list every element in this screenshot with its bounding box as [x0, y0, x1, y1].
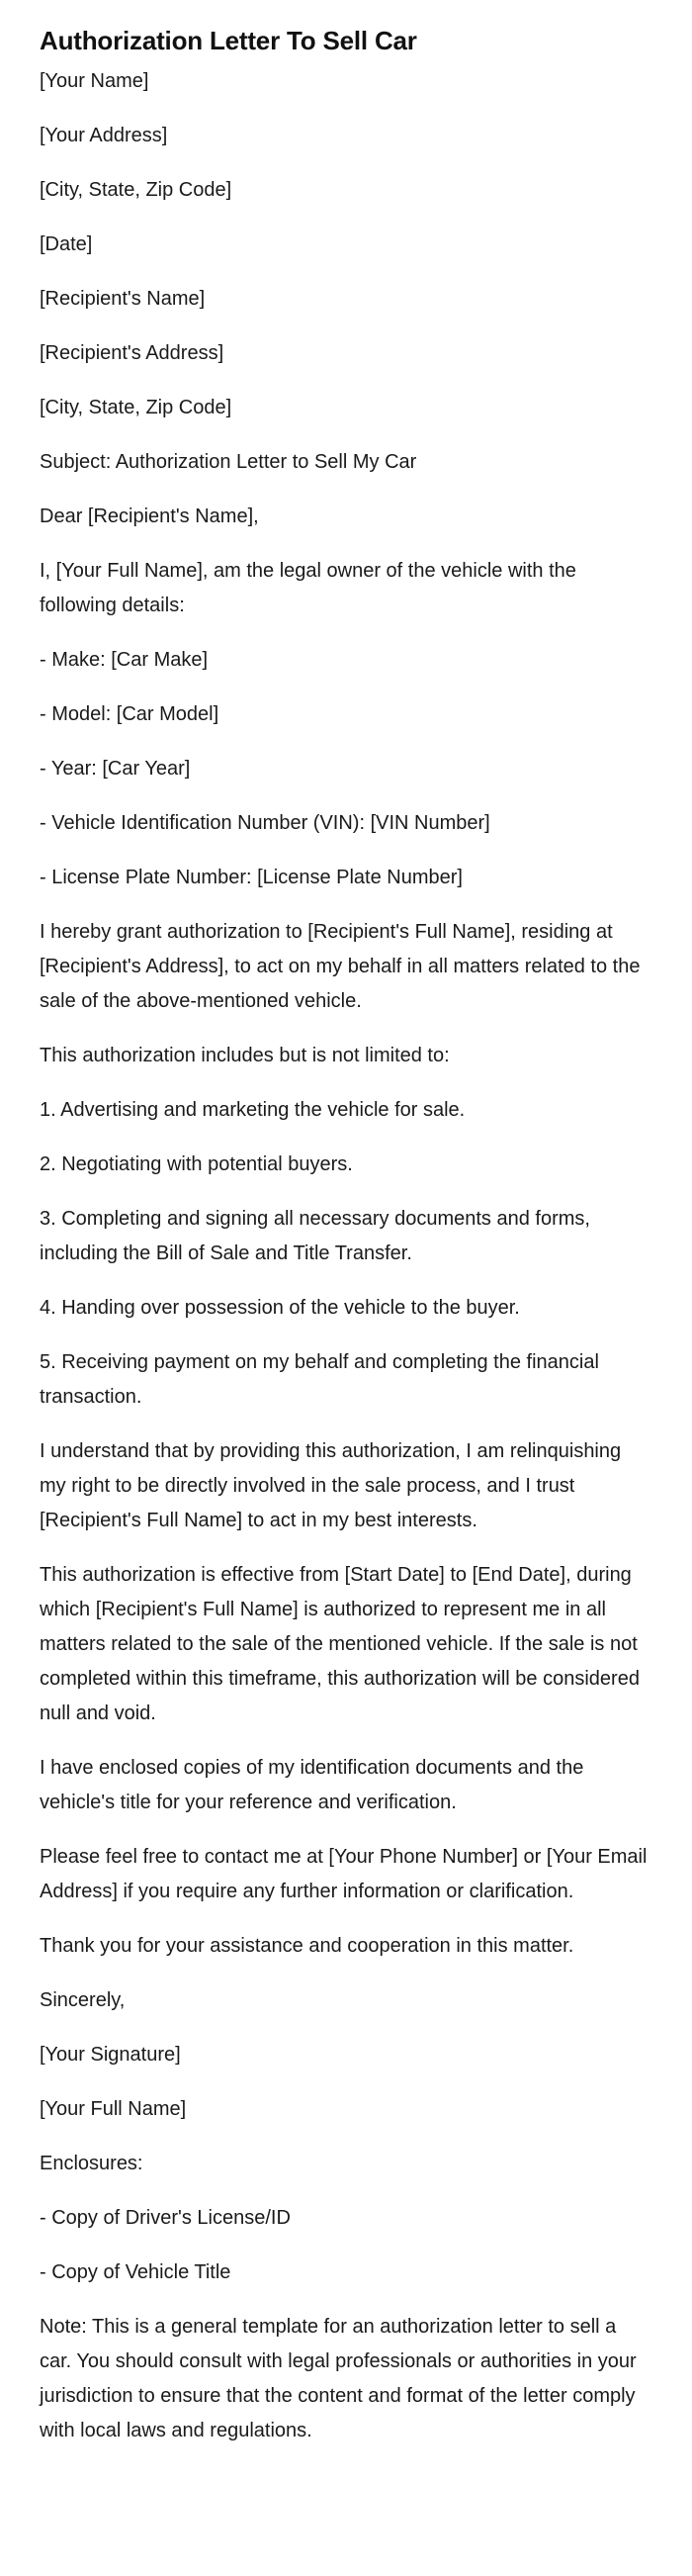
thanks-paragraph: Thank you for your assistance and cooperation in this matter. — [40, 1935, 574, 1957]
effective-period-paragraph: This authorization is effective from [Start Date] to [End Date], during which [Recipient's Full Name] is authorized to represent me in all matters related to the sale of the mentioned vehicle. If the sale is not completed within this timeframe, this authorization will be considered null and void. — [40, 1564, 640, 1724]
signer-full-name: [Your Full Name] — [40, 2098, 187, 2120]
understanding-paragraph: I understand that by providing this authorization, I am relinquishing my right to be directly involved in the sale process, and I trust [Recipient's Full Name] to act in my best interests. — [40, 1440, 622, 1531]
scope-intro: This authorization includes but is not limited to: — [40, 1045, 450, 1066]
scope-item-3: 3. Completing and signing all necessary documents and forms, including the Bill of Sale and Title Transfer. — [40, 1208, 590, 1264]
scope-item-2: 2. Negotiating with potential buyers. — [40, 1153, 353, 1175]
recipient-name: [Recipient's Name] — [40, 288, 206, 310]
enclosure-item-1: - Copy of Driver's License/ID — [40, 2207, 291, 2229]
sender-name: [Your Name] — [40, 70, 149, 92]
note-paragraph: Note: This is a general template for an authorization letter to sell a car. You should consult with legal professionals or authorities in your jurisdiction to ensure that the content and format of the letter comply with local laws and regulations. — [40, 2316, 637, 2441]
letter-document — [40, 0, 652, 2468]
intro-paragraph: I, [Your Full Name], am the legal owner of the vehicle with the following details: — [40, 560, 576, 616]
vehicle-vin: - Vehicle Identification Number (VIN): [VIN Number] — [40, 812, 490, 834]
recipient-address: [Recipient's Address] — [40, 342, 224, 364]
vehicle-model: - Model: [Car Model] — [40, 703, 219, 725]
enclosure-item-2: - Copy of Vehicle Title — [40, 2261, 231, 2283]
sender-city-state-zip: [City, State, Zip Code] — [40, 179, 232, 201]
vehicle-make: - Make: [Car Make] — [40, 649, 209, 671]
vehicle-year: - Year: [Car Year] — [40, 758, 191, 780]
salutation: Dear [Recipient's Name], — [40, 506, 259, 527]
recipient-city-state-zip: [City, State, Zip Code] — [40, 397, 232, 418]
scope-item-5: 5. Receiving payment on my behalf and completing the financial transaction. — [40, 1351, 599, 1408]
signature-placeholder: [Your Signature] — [40, 2044, 181, 2066]
contact-paragraph: Please feel free to contact me at [Your Phone Number] or [Your Email Address] if you require any further information or clarification. — [40, 1846, 648, 1902]
sender-address: [Your Address] — [40, 125, 168, 146]
scope-item-4: 4. Handing over possession of the vehicle to the buyer. — [40, 1297, 520, 1319]
enclosures-heading: Enclosures: — [40, 2153, 143, 2174]
letter-date: [Date] — [40, 233, 93, 255]
closing: Sincerely, — [40, 1989, 126, 2011]
enclosed-documents-paragraph: I have enclosed copies of my identification documents and the vehicle's title for your reference and verification. — [40, 1757, 584, 1813]
authorization-paragraph: I hereby grant authorization to [Recipient's Full Name], residing at [Recipient's Address], to act on my behalf in all matters related to the sale of the above-mentioned vehicle. — [40, 921, 641, 1012]
letter-body — [40, 64, 652, 2448]
page-title: Authorization Letter To Sell Car — [40, 26, 417, 55]
vehicle-license-plate: - License Plate Number: [License Plate Number] — [40, 867, 463, 888]
scope-item-1: 1. Advertising and marketing the vehicle for sale. — [40, 1099, 466, 1121]
subject-line: Subject: Authorization Letter to Sell My Car — [40, 451, 417, 473]
